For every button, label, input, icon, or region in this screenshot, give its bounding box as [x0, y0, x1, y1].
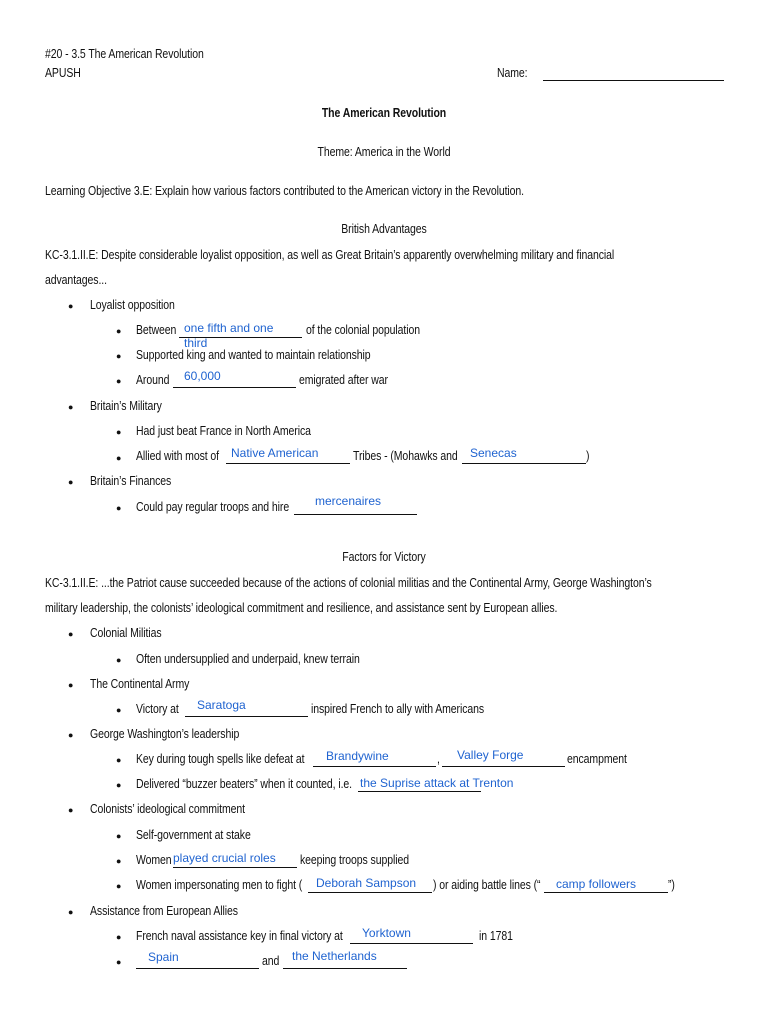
- bullet-icon: ●: [116, 503, 122, 513]
- supported-text: Supported king and wanted to maintain relationship: [136, 348, 371, 362]
- name-field[interactable]: [543, 80, 724, 81]
- women-text: Women: [136, 853, 172, 867]
- bullet-icon: ●: [116, 881, 122, 891]
- women-answer: played crucial roles: [173, 851, 276, 865]
- buzzer-answer: the Suprise attack at Trenton: [360, 776, 514, 790]
- ally-answer-b: the Netherlands: [292, 949, 377, 963]
- impersonate-post: ”): [668, 878, 675, 892]
- ally-blank-a[interactable]: [136, 968, 259, 969]
- naval-blank[interactable]: [350, 943, 473, 944]
- buzzer-text: Delivered “buzzer beaters” when it counted, i.e.: [136, 777, 352, 791]
- bullet-icon: ●: [116, 957, 122, 967]
- key-text: Key during tough spells like defeat at: [136, 752, 305, 766]
- naval-text: French naval assistance key in final victory at: [136, 929, 343, 943]
- bullet-icon: ●: [116, 351, 122, 361]
- victory-kc-line1: KC-3.1.II.E: ...the Patriot cause succeeded because of the actions of colonial militias and the Continental Army, George Washington’s: [45, 576, 652, 590]
- bullet-icon: ●: [116, 655, 122, 665]
- ideology-label: Colonists’ ideological commitment: [90, 802, 245, 816]
- militias-label: Colonial Militias: [90, 626, 162, 640]
- key-answer-2: Valley Forge: [457, 748, 524, 762]
- between-text: Between: [136, 323, 177, 337]
- bullet-icon: ●: [68, 730, 74, 740]
- camp-blank[interactable]: [544, 892, 668, 893]
- bullet-icon: ●: [116, 856, 122, 866]
- and-text: and: [262, 954, 280, 968]
- self-gov-text: Self-government at stake: [136, 828, 251, 842]
- ally-blank-b[interactable]: [283, 968, 407, 969]
- bullet-icon: ●: [116, 427, 122, 437]
- victory-blank[interactable]: [185, 716, 308, 717]
- pay-blank[interactable]: [294, 514, 417, 515]
- pay-text: Could pay regular troops and hire: [136, 500, 290, 514]
- bullet-icon: ●: [116, 705, 122, 715]
- naval-answer: Yorktown: [362, 926, 411, 940]
- key-post: encampment: [567, 752, 627, 766]
- key-answer-1: Brandywine: [326, 749, 389, 763]
- key-blank-1[interactable]: [313, 766, 436, 767]
- between-answer-line2: third: [184, 336, 208, 350]
- allied-post: ): [586, 449, 590, 463]
- victory-at-text: Victory at: [136, 702, 179, 716]
- bullet-icon: ●: [68, 680, 74, 690]
- bullet-icon: ●: [116, 831, 122, 841]
- loyalist-label: Loyalist opposition: [90, 298, 175, 312]
- army-label: The Continental Army: [90, 677, 190, 691]
- around-text: Around: [136, 373, 170, 387]
- buzzer-blank[interactable]: [358, 791, 481, 792]
- course-label: APUSH: [45, 66, 81, 80]
- around-post: emigrated after war: [299, 373, 388, 387]
- women-blank[interactable]: [173, 867, 297, 868]
- allied-text: Allied with most of: [136, 449, 220, 463]
- british-kc-line2: advantages...: [45, 273, 107, 287]
- impersonate-text: Women impersonating men to fight (: [136, 878, 303, 892]
- ally-answer-a: Spain: [148, 950, 179, 964]
- allied-mid: Tribes - (Mohawks and: [353, 449, 458, 463]
- british-kc-line1: KC-3.1.II.E: Despite considerable loyalist opposition, as well as Great Britain’s apparently overwhelming military and financial: [45, 248, 615, 262]
- naval-post: in 1781: [479, 929, 513, 943]
- allied-answer: Native American: [231, 446, 319, 460]
- bullet-icon: ●: [68, 805, 74, 815]
- bullet-icon: ●: [68, 907, 74, 917]
- doc-title: #20 - 3.5 The American Revolution: [45, 47, 204, 61]
- military-label: Britain’s Military: [90, 399, 162, 413]
- victory-heading: Factors for Victory: [342, 550, 426, 564]
- impersonate-mid: ) or aiding battle lines (“: [433, 878, 541, 892]
- bullet-icon: ●: [116, 376, 122, 386]
- victory-kc-line2: military leadership, the colonists’ ideological commitment and resilience, and assistance sent by European allies.: [45, 601, 558, 615]
- around-blank[interactable]: [173, 387, 296, 388]
- bullet-icon: ●: [68, 402, 74, 412]
- bullet-icon: ●: [116, 755, 122, 765]
- key-comma: ,: [437, 752, 440, 766]
- learning-objective: Learning Objective 3.E: Explain how various factors contributed to the American victory in the Revolution.: [45, 184, 525, 198]
- bullet-icon: ●: [68, 629, 74, 639]
- pay-answer: mercenaires: [315, 494, 382, 508]
- finances-label: Britain’s Finances: [90, 474, 172, 488]
- between-post: of the colonial population: [306, 323, 420, 337]
- around-answer: 60,000: [184, 369, 221, 383]
- bullet-icon: ●: [68, 301, 74, 311]
- key-blank-2[interactable]: [442, 766, 565, 767]
- impersonate-answer: Deborah Sampson: [316, 876, 417, 890]
- british-heading: British Advantages: [341, 222, 427, 236]
- name-label: Name:: [497, 66, 528, 80]
- victory-post: inspired French to ally with Americans: [311, 702, 485, 716]
- theme-text: Theme: America in the World: [317, 145, 451, 159]
- militias-detail: Often undersupplied and underpaid, knew terrain: [136, 652, 360, 666]
- bullet-icon: ●: [68, 477, 74, 487]
- camp-answer: camp followers: [556, 877, 637, 891]
- bullet-icon: ●: [116, 326, 122, 336]
- impersonate-blank[interactable]: [308, 892, 432, 893]
- bullet-icon: ●: [116, 453, 122, 463]
- women-post: keeping troops supplied: [300, 853, 409, 867]
- allied-answer-2: Senecas: [470, 446, 517, 460]
- between-answer-line1: one fifth and one: [184, 321, 274, 335]
- allied-blank[interactable]: [226, 463, 350, 464]
- bullet-icon: ●: [116, 780, 122, 790]
- washington-label: George Washington’s leadership: [90, 727, 240, 741]
- page-title: The American Revolution: [321, 106, 447, 120]
- bullet-icon: ●: [116, 932, 122, 942]
- allies-label: Assistance from European Allies: [90, 904, 238, 918]
- allied-blank-2[interactable]: [462, 463, 586, 464]
- beat-france-text: Had just beat France in North America: [136, 424, 311, 438]
- victory-answer: Saratoga: [197, 698, 246, 712]
